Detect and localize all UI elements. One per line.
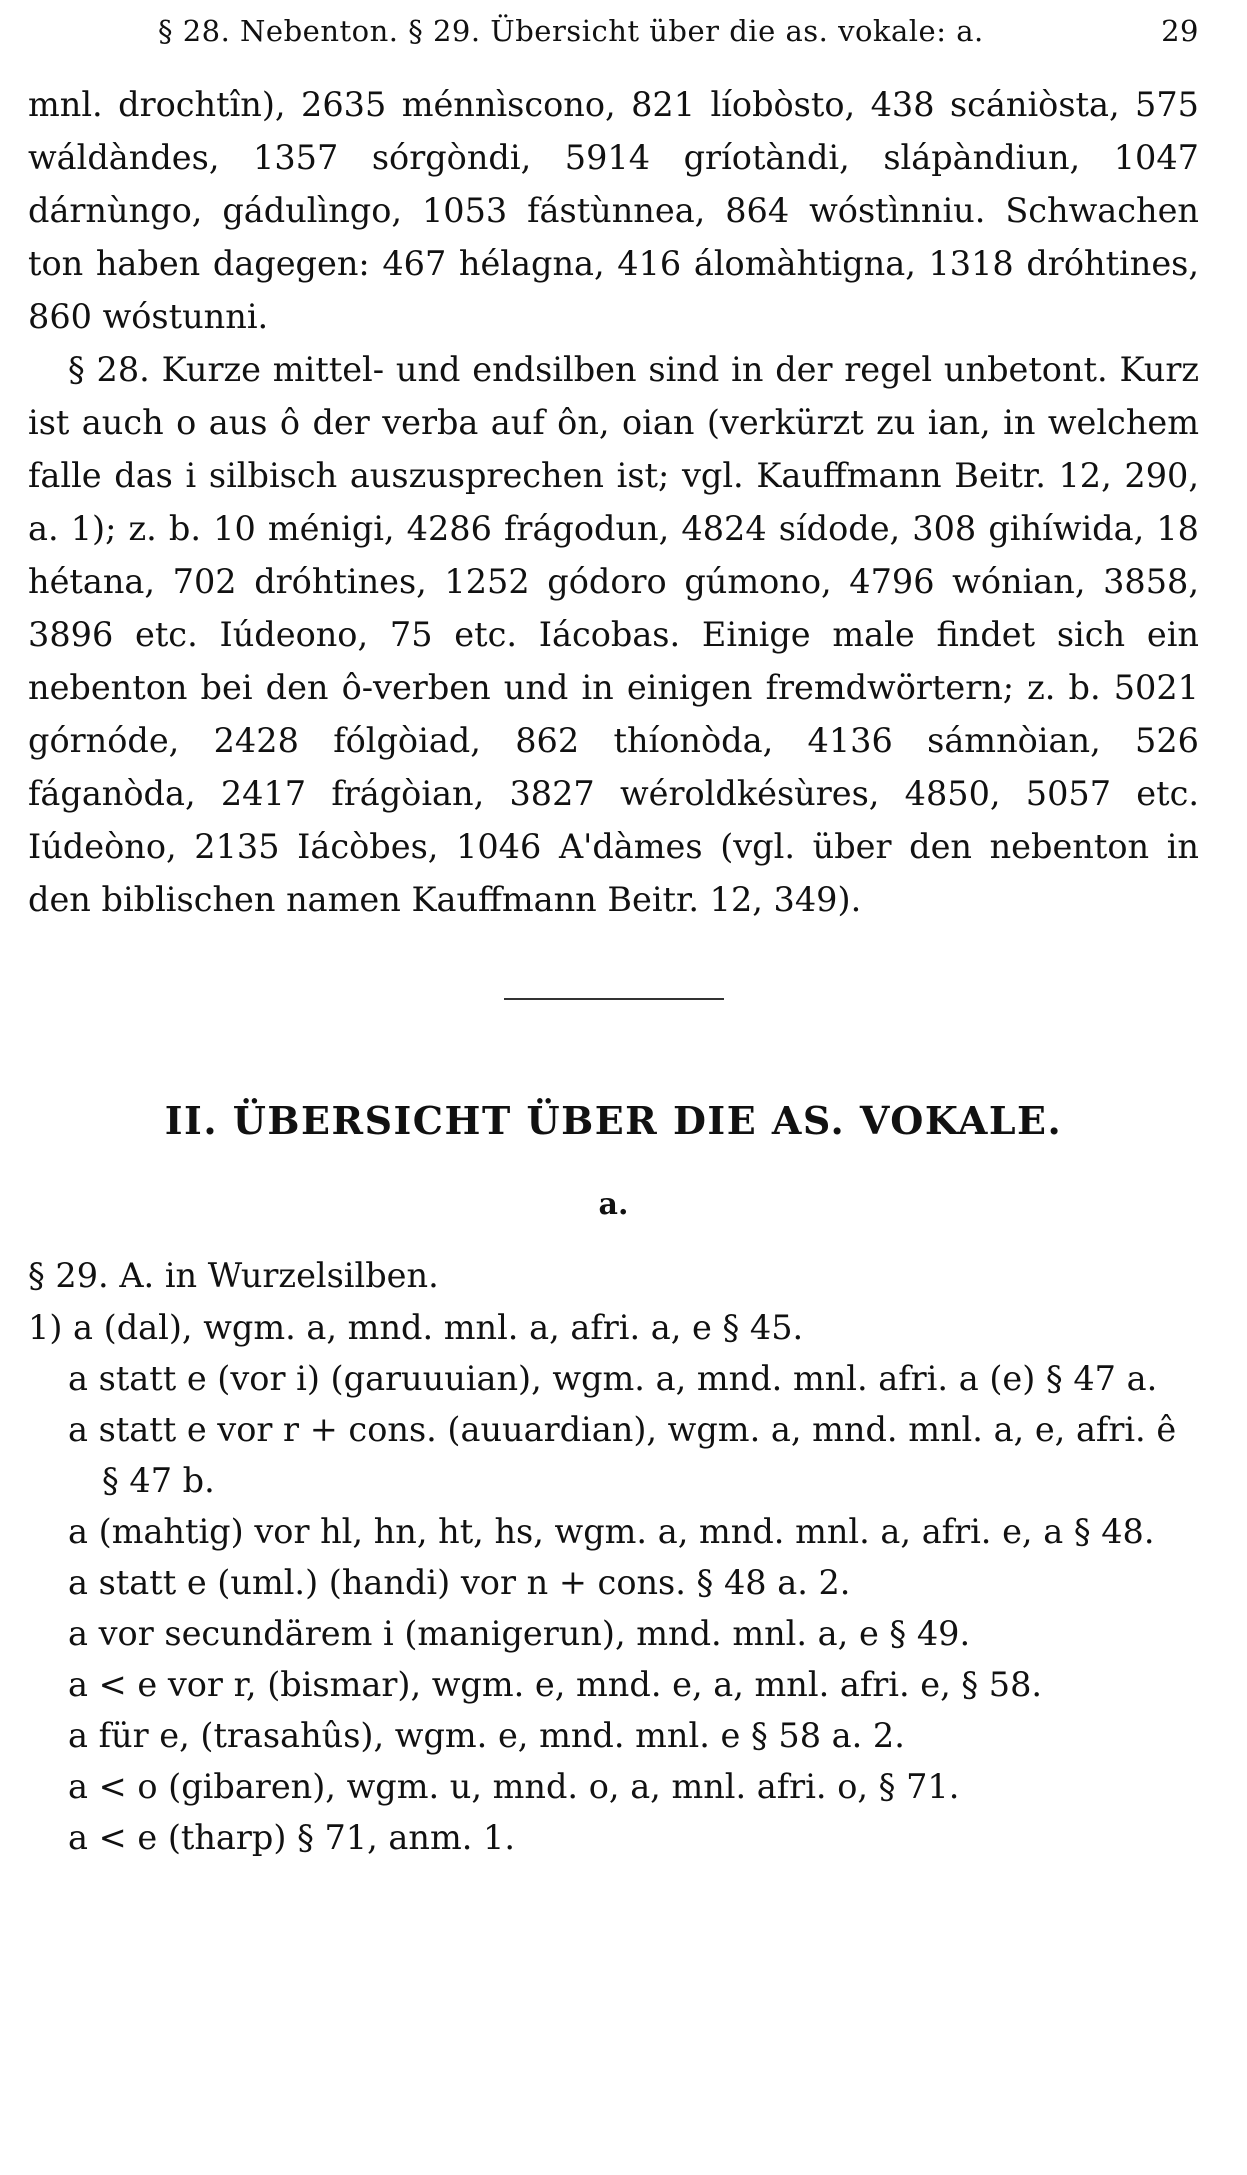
paragraph-section-28: § 28. Kurze mittel- und endsilben sind in der regel unbetont. Kurz ist auch o aus ô der verba auf ôn, oian (verkürzt zu ian, in welchem falle das i silbisch auszusprechen ist; vgl. Kauffmann Beitr. 12, 290, a. 1); z. b. 10 ménigi, 4286 frágodun, 4824 sídode, 308 gihíwida, 18 hétana, 702 dróhtines, 1252 gódoro gúmono, 4796 wónian, 3858, 3896 etc. Iúdeono, 75 etc. Iácobas. Einige male findet sich ein nebenton bei den ô-verben und in einigen fremdwörtern; z. b. 5021 górnóde, 2428 fólgòiad, 862 thíonòda, 4136 sámnòian, 526 fáganòda, 2417 frágòian, 3827 wéroldkésùres, 4850, 5057 etc. Iúdeòno, 2135 Iácòbes, 1046 A'dàmes (vgl. über den nebenton in den biblischen namen Kauffmann Beitr. 12, 349). — [28, 350, 1199, 919]
subsection-heading: a. — [598, 1187, 629, 1222]
section-29-label: § 29. A. in Wurzelsilben. — [28, 1256, 439, 1295]
paragraph-continuation: mnl. drochtîn), 2635 ménnìscono, 821 líobòsto, 438 scániòsta, 575 wáldàndes, 1357 sórgòndi, 5914 gríotàndi, slápàndiun, 1047 dárnùngo, gádulìngo, 1053 fástùnnea, 864 wóstìnniu. Schwachen ton haben dagegen: 467 hélagna, 416 álomàhtigna, 1318 dróhtines, 860 wóstunni. — [28, 85, 1199, 336]
vowel-list — [28, 1302, 1199, 1863]
list-item: a für e, (trasahûs), wgm. e, mnd. mnl. e § 58 a. 2. — [68, 1716, 905, 1755]
list-item: 1) a (dal), wgm. a, mnd. mnl. a, afri. a, e § 45. — [28, 1308, 804, 1347]
running-head-title: § 28. Nebenton. § 29. Übersicht über die as. vokale: a. — [158, 14, 984, 48]
list-item: a statt e (uml.) (handi) vor n + cons. § 48 a. 2. — [68, 1563, 851, 1602]
list-item: a < e (tharp) § 71, anm. 1. — [68, 1818, 515, 1857]
page-number: 29 — [1161, 14, 1199, 48]
list-item: a (mahtig) vor hl, hn, ht, hs, wgm. a, mnd. mnl. a, afri. e, a § 48. — [68, 1512, 1155, 1551]
running-head — [158, 14, 1199, 48]
list-item: a statt e (vor i) (garuuuian), wgm. a, mnd. mnl. afri. a (e) § 47 a. — [68, 1359, 1158, 1398]
list-item: a vor secundärem i (manigerun), mnd. mnl. a, e § 49. — [68, 1614, 971, 1653]
list-item: a statt e vor r + cons. (auuardian), wgm. a, mnd. mnl. a, e, afri. ê § 47 b. — [68, 1410, 1177, 1500]
section-divider — [504, 998, 724, 1000]
list-item: a < o (gibaren), wgm. u, mnd. o, a, mnl. afri. o, § 71. — [68, 1767, 960, 1806]
chapter-heading: II. ÜBERSICHT ÜBER DIE AS. VOKALE. — [164, 1098, 1063, 1143]
list-item: a < e vor r, (bismar), wgm. e, mnd. e, a, mnl. afri. e, § 58. — [68, 1665, 1043, 1704]
